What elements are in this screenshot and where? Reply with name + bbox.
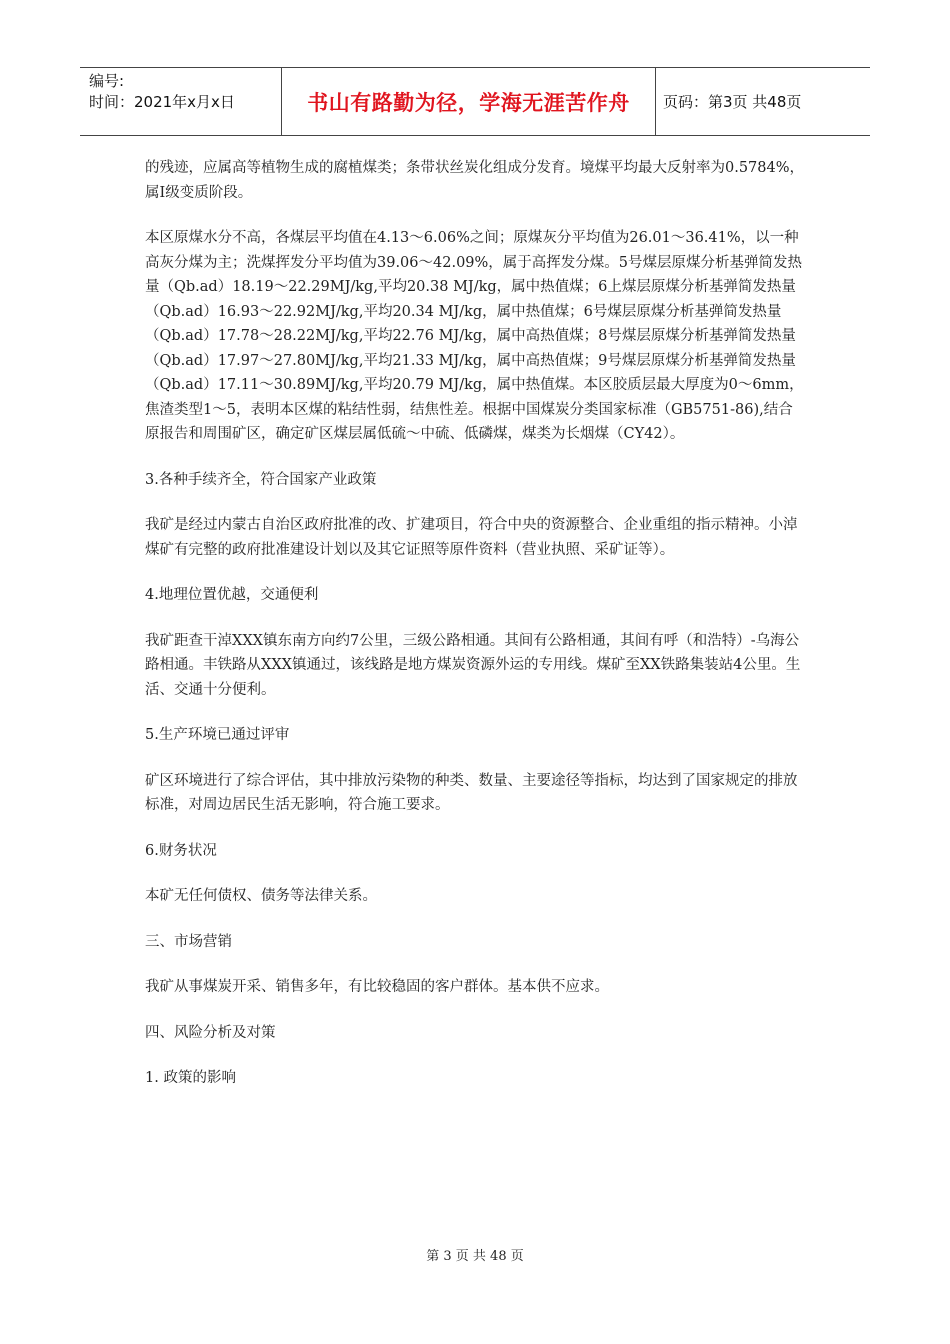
header-page-label: 页码：第3页 共48页 — [663, 93, 802, 111]
paragraph: 我矿从事煤炭开采、销售多年，有比较稳固的客户群体。基本供不应求。 — [145, 979, 609, 995]
header-date-label: 时间：2021年x月x日 — [89, 93, 235, 111]
paragraph: 的残迹，应属高等植物生成的腐植煤类；条带状丝炭化组成分发育。境煤平均最大反射率为0.5784%，属Ⅰ级变质阶段。 — [145, 160, 805, 201]
section-heading: 四、风险分析及对策 — [145, 1024, 276, 1041]
paragraph: 我矿是经过内蒙古自治区政府批准的改、扩建项目，符合中央的资源整合、企业重组的指示精神。小淖煤矿有完整的政府批准建设计划以及其它证照等原件资料（营业执照、采矿证等）。 — [145, 517, 798, 558]
section-heading: 6.财务状况 — [145, 842, 217, 859]
section-heading: 5.生产环境已通过评审 — [145, 727, 290, 743]
section-heading: 3.各种手续齐全，符合国家产业政策 — [145, 471, 377, 488]
paragraph: 本矿无任何债权、债务等法律关系。 — [145, 888, 377, 904]
paragraph: 矿区环境进行了综合评估，其中排放污染物的种类、数量、主要途径等指标，均达到了国家规定的排放标准，对周边居民生活无影响，符合施工要求。 — [145, 772, 798, 813]
header-meta — [80, 68, 282, 135]
section-heading: 三、市场营销 — [145, 933, 232, 950]
document-body — [145, 156, 805, 1112]
section-heading: 1. 政策的影响 — [145, 1070, 236, 1086]
header-number-label: 编号: — [89, 72, 125, 90]
paragraph: 本区原煤水分不高，各煤层平均值在4.13～6.06%之间；原煤灰分平均值为26.01～36.41%，以一种高灰分煤为主；洗煤挥发分平均值为39.06～42.09%，属于高挥发分煤。5号煤层原煤分析基弹简发热量（Qb.ad）18.19～22.29MJ/kg,平均20.38 MJ/kg，属中热值煤；6上煤层原煤分析基弹简发热量（Qb.ad）16.93～22.92MJ/kg,平均20.34 MJ/kg，属中热值煤；6号煤层原煤分析基弹简发热量（Qb.ad）17.78～28.22MJ/kg,平均22.76 MJ/kg，属中高热值煤；8号煤层原煤分析基弹简发热量（Qb.ad）17.97～27.80MJ/kg,平均21.33 MJ/kg，属中高热值煤；9号煤层原煤分析基弹简发热量（Qb.ad）17.11～30.89MJ/kg,平均20.79 MJ/kg，属中热值煤。本区胶质层最大厚度为0～6mm，焦渣类型1～5，表明本区煤的粘结性弱，结焦性差。根据中国煤炭分类国家标准（GB5751-86),结合原报告和周围矿区，确定矿区煤层属低硫～中硫、低磷煤，煤类为长烟煤（CY42）。 — [145, 230, 804, 442]
section-heading: 4.地理位置优越，交通便利 — [145, 587, 319, 603]
header-motto: 书山有路勤为径，学海无涯苦作舟 — [282, 68, 656, 135]
page-footer: 第 3 页 共 48 页 — [426, 1249, 524, 1264]
page-header — [80, 67, 870, 136]
paragraph: 我矿距查干淖XXX镇东南方向约7公里，三级公路相通。其间有公路相通，其间有呼（和浩特）-乌海公路相通。丰铁路从XXX镇通过，该线路是地方煤炭资源外运的专用线。煤矿至XX铁路集装站4公里。生活、交通十分便利。 — [145, 632, 801, 698]
